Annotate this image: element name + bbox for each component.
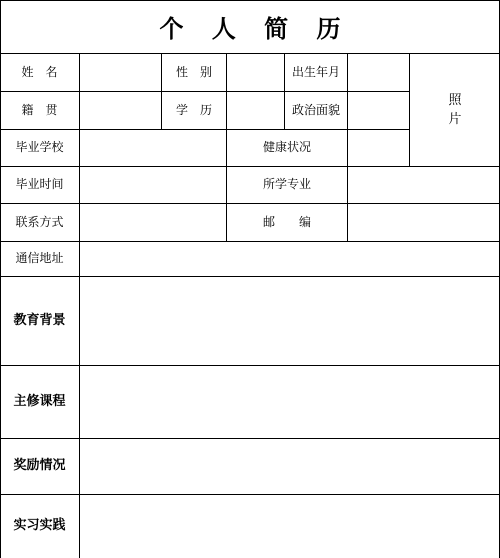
label-edu-background: 教育背景 bbox=[0, 277, 80, 366]
label-politics: 政治面貌 bbox=[285, 92, 348, 130]
label-major: 所学专业 bbox=[227, 167, 348, 204]
label-contact: 联系方式 bbox=[0, 204, 80, 242]
label-health: 健康状况 bbox=[227, 130, 348, 167]
value-name[interactable] bbox=[80, 54, 162, 92]
value-politics[interactable] bbox=[348, 92, 410, 130]
label-practice: 实习实践 bbox=[0, 495, 80, 558]
value-gender[interactable] bbox=[227, 54, 285, 92]
label-grad-time: 毕业时间 bbox=[0, 167, 80, 204]
value-practice[interactable] bbox=[80, 495, 500, 558]
label-courses: 主修课程 bbox=[0, 366, 80, 439]
value-health[interactable] bbox=[348, 130, 410, 167]
label-awards: 奖励情况 bbox=[0, 439, 80, 495]
label-name: 姓 名 bbox=[0, 54, 80, 92]
value-education[interactable] bbox=[227, 92, 285, 130]
value-major[interactable] bbox=[348, 167, 500, 204]
value-contact[interactable] bbox=[80, 204, 227, 242]
page-title: 个 人 简 历 bbox=[0, 0, 500, 54]
label-origin: 籍 贯 bbox=[0, 92, 80, 130]
value-postcode[interactable] bbox=[348, 204, 500, 242]
value-school[interactable] bbox=[80, 130, 227, 167]
label-gender: 性 别 bbox=[162, 54, 227, 92]
value-origin[interactable] bbox=[80, 92, 162, 130]
label-address: 通信地址 bbox=[0, 242, 80, 277]
label-education: 学 历 bbox=[162, 92, 227, 130]
label-birth: 出生年月 bbox=[285, 54, 348, 92]
value-courses[interactable] bbox=[80, 366, 500, 439]
photo-box[interactable] bbox=[410, 54, 500, 167]
value-address[interactable] bbox=[80, 242, 500, 277]
label-school: 毕业学校 bbox=[0, 130, 80, 167]
value-edu-background[interactable] bbox=[80, 277, 500, 366]
value-grad-time[interactable] bbox=[80, 167, 227, 204]
value-birth[interactable] bbox=[348, 54, 410, 92]
value-awards[interactable] bbox=[80, 439, 500, 495]
photo-label: 照片 bbox=[448, 92, 462, 127]
label-postcode: 邮 编 bbox=[227, 204, 348, 242]
